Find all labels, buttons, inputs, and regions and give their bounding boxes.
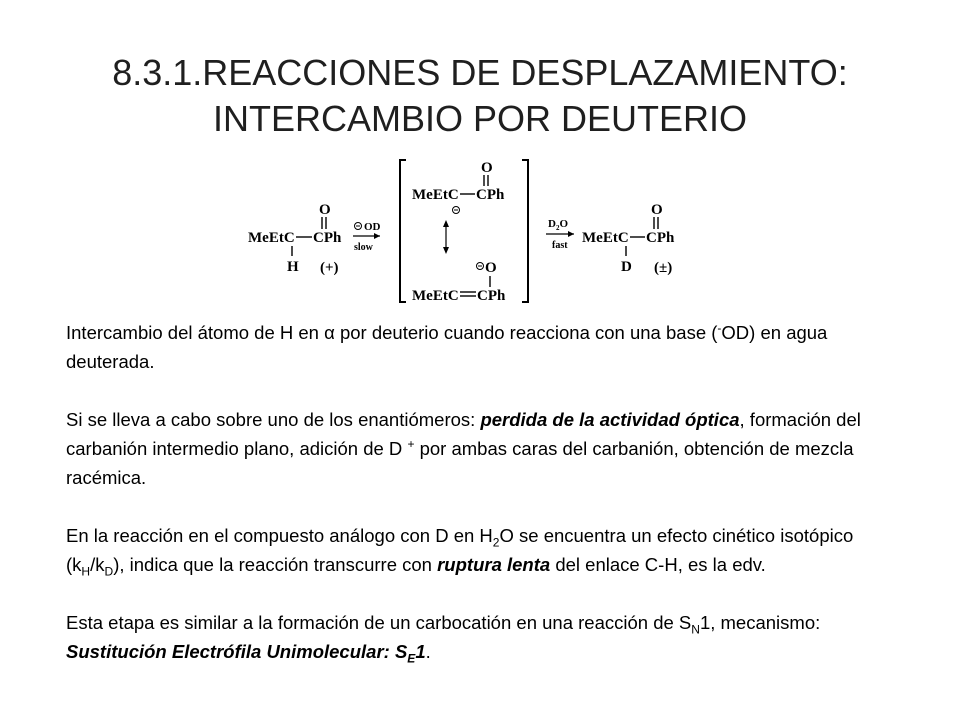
reactant-h: H [287, 259, 299, 275]
p4-sub-2: E [407, 651, 416, 666]
title-line-1: 8.3.1.REACCIONES DE DESPLAZAMIENTO: [112, 52, 848, 93]
arrow2-reagent-sub: 2 [555, 224, 560, 232]
reaction-scheme [240, 152, 720, 312]
p1-text-a: Intercambio del átomo de H en α por deuterio cuando reacciona con una base ( [66, 322, 718, 343]
arrow2-reagent-o: O [559, 218, 569, 230]
left-bracket-icon [400, 160, 406, 302]
p4-text-c: . [425, 641, 431, 662]
enolate-main: MeEtC [412, 288, 459, 304]
p3-sub-2: H [81, 564, 91, 579]
p3-sub-1: 2 [492, 535, 500, 550]
p4-emphasis-2: 1 [415, 641, 426, 662]
paragraph-exchange [66, 318, 906, 376]
arrow2-reagent-d: D [548, 218, 556, 230]
right-bracket-icon [522, 160, 528, 302]
resonance-arrow-icon [443, 220, 449, 254]
paragraph-isotope-effect [66, 521, 906, 579]
reactant-main: MeEtC [248, 230, 295, 246]
title-line-2: INTERCAMBIO POR DEUTERIO [212, 98, 748, 139]
arrow-fast [546, 218, 574, 251]
carbanion-main: MeEtC [412, 187, 459, 203]
p3-text-d: ), indica que la reacción transcurre con [113, 554, 438, 575]
reactant-right: CPh [313, 230, 342, 246]
paragraph-mechanism [66, 608, 906, 666]
arrow1-head-icon [374, 233, 380, 239]
p3-text-e: del enlace C-H, es la edv. [550, 554, 766, 575]
product-d: D [621, 259, 632, 275]
product [582, 202, 675, 276]
slide-body [66, 318, 906, 666]
paragraph-enantiomer [66, 405, 906, 492]
p2-text-b: , formación del carbanión intermedio plano, adición de D [66, 409, 861, 459]
product-racemic-label: (±) [654, 260, 673, 276]
enolate-structure [412, 260, 506, 304]
enolate-o: O [485, 260, 497, 276]
p3-sub-3: D [104, 564, 114, 579]
p4-text-b: 1, mecanismo: [699, 612, 821, 633]
arrow1-reagent: OD [364, 221, 381, 233]
p2-emphasis: perdida de la actividad óptica [480, 409, 740, 430]
p3-text-c: /k [90, 554, 105, 575]
carbanion-structure [412, 160, 505, 214]
arrow2-head-icon [568, 231, 574, 237]
arrow2-reagent [548, 218, 568, 232]
product-main: MeEtC [582, 230, 629, 246]
arrow1-condition: slow [354, 242, 373, 253]
p3-text-b: O se encuentra un efecto cinético isotópico (k [66, 525, 854, 575]
p4-sub-1: N [691, 622, 700, 637]
product-carbonyl-o: O [651, 202, 663, 218]
carbanion-right: CPh [476, 187, 505, 203]
arrow-slow [353, 221, 381, 253]
p2-sup: + [407, 436, 415, 451]
product-right: CPh [646, 230, 675, 246]
slide-title [0, 50, 960, 142]
p4-text-a: Esta etapa es similar a la formación de un carbocatión en una reacción de S [66, 612, 692, 633]
carbanion-carbonyl-o: O [481, 160, 493, 176]
enolate-right: CPh [477, 288, 506, 304]
reactant-rotation-label: (+) [320, 260, 339, 276]
reactant-carbonyl-o: O [319, 202, 331, 218]
p4-emphasis-1: Sustitución Electrófila Unimolecular: S [66, 641, 408, 662]
p1-text-b: OD) en agua deuterada. [66, 322, 828, 372]
p3-emphasis: ruptura lenta [437, 554, 551, 575]
reactant [248, 202, 342, 276]
p2-text-a: Si se lleva a cabo sobre uno de los enantiómeros: [66, 409, 481, 430]
p2-text-c: por ambas caras del carbanión, obtención de mezcla racémica. [66, 438, 854, 488]
arrow2-condition: fast [552, 240, 568, 251]
p3-text-a: En la reacción en el compuesto análogo con D en H [66, 525, 493, 546]
p1-sup: - [717, 320, 722, 335]
